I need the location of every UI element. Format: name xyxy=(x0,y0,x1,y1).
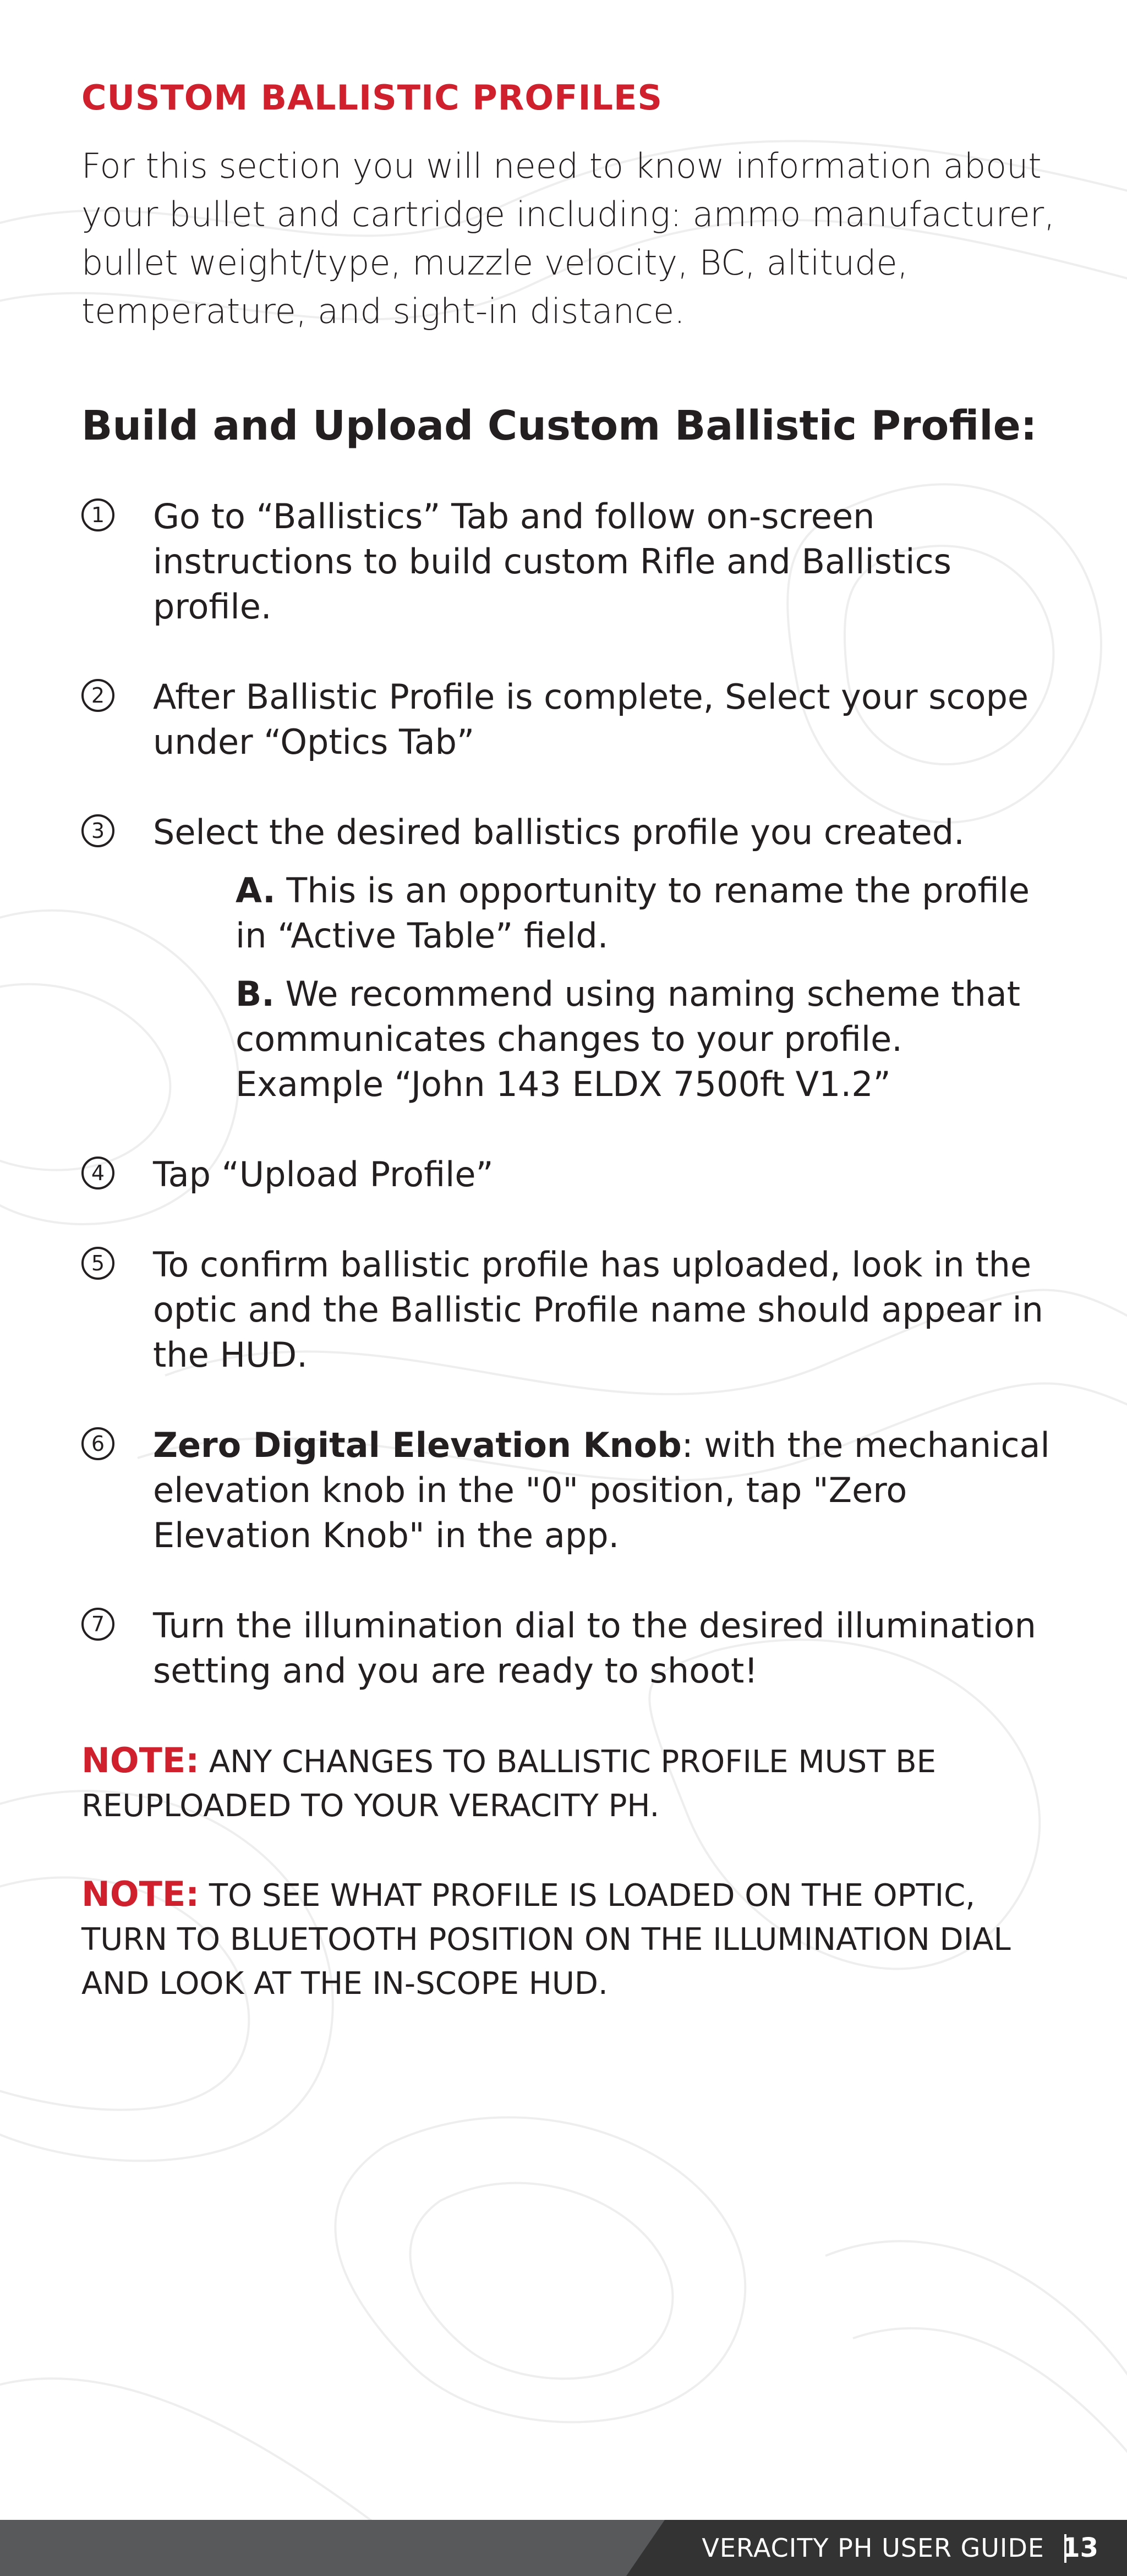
step-text: Select the desired ballistics profile you created. xyxy=(153,812,965,852)
substep-text: This is an opportunity to rename the profile in “Active Table” field. xyxy=(236,870,1030,956)
step-number-badge: 1 xyxy=(81,498,114,531)
procedure-heading: Build and Upload Custom Ballistic Profile: xyxy=(81,402,1037,450)
substep-tag: B. xyxy=(236,974,275,1014)
step-number-badge: 2 xyxy=(81,679,114,712)
step-number-badge: 4 xyxy=(81,1157,114,1190)
step-number-badge: 6 xyxy=(81,1427,114,1460)
note-paragraph xyxy=(81,1872,1055,2006)
step-item xyxy=(81,1152,1055,1197)
footer-guide-label: VERACITY PH USER GUIDE xyxy=(702,2533,1044,2563)
step-item xyxy=(81,1242,1055,1378)
step-text: : with the mechanical elevation knob in the "0" position, tap "Zero Elevation Knob" in the app. xyxy=(153,1425,1050,1555)
step-emphasis: Zero Digital Elevation Knob xyxy=(153,1425,682,1465)
step-item xyxy=(81,1423,1055,1558)
step-item xyxy=(81,810,1055,1107)
note-label: NOTE: xyxy=(81,1740,200,1780)
note-text: ANY CHANGES TO BALLISTIC PROFILE MUST BE REUPLOADED TO YOUR VERACITY PH. xyxy=(81,1744,937,1824)
step-text: Tap “Upload Profile” xyxy=(153,1154,494,1194)
step-item xyxy=(81,1603,1055,1693)
substep-item xyxy=(236,868,1055,958)
note-label: NOTE: xyxy=(81,1874,200,1914)
step-number-badge: 3 xyxy=(81,814,114,847)
step-item xyxy=(81,675,1055,765)
step-text: To confirm ballistic profile has uploaded, look in the optic and the Ballistic Profile name should appear in the HUD. xyxy=(153,1245,1043,1375)
notes-block xyxy=(81,1739,1055,2006)
step-item xyxy=(81,494,1055,629)
page-footer xyxy=(0,2520,1127,2576)
step-text: Turn the illumination dial to the desired illumination setting and you are ready to shoot! xyxy=(153,1605,1036,1691)
step-text: After Ballistic Profile is complete, Select your scope under “Optics Tab” xyxy=(153,677,1029,762)
substep-item xyxy=(236,972,1055,1107)
step-text: Go to “Ballistics” Tab and follow on-screen instructions to build custom Rifle and Ballistics profile. xyxy=(153,496,951,627)
substeps-list xyxy=(236,868,1055,1107)
steps-list xyxy=(81,494,1055,1693)
step-number-badge: 7 xyxy=(81,1608,114,1641)
step-number-badge: 5 xyxy=(81,1247,114,1280)
manual-page-content xyxy=(81,76,1055,2050)
intro-paragraph: For this section you will need to know information about your bullet and cartridge including: ammo manufacturer, bullet weight/type, muzzle velocity, BC, altitude, temperature, and sight-in distance. xyxy=(81,146,1055,331)
page-number: 13 xyxy=(1062,2533,1098,2563)
note-paragraph xyxy=(81,1739,1055,1828)
substep-text: We recommend using naming scheme that communicates changes to your profile. Example “John 143 ELDX 7500ft V1.2” xyxy=(236,974,1021,1104)
note-text: TO SEE WHAT PROFILE IS LOADED ON THE OPTIC, TURN TO BLUETOOTH POSITION ON THE ILLUMINATION DIAL AND LOOK AT THE IN-SCOPE HUD. xyxy=(81,1878,1011,2002)
substep-tag: A. xyxy=(236,870,276,911)
section-title: CUSTOM BALLISTIC PROFILES xyxy=(81,78,663,118)
